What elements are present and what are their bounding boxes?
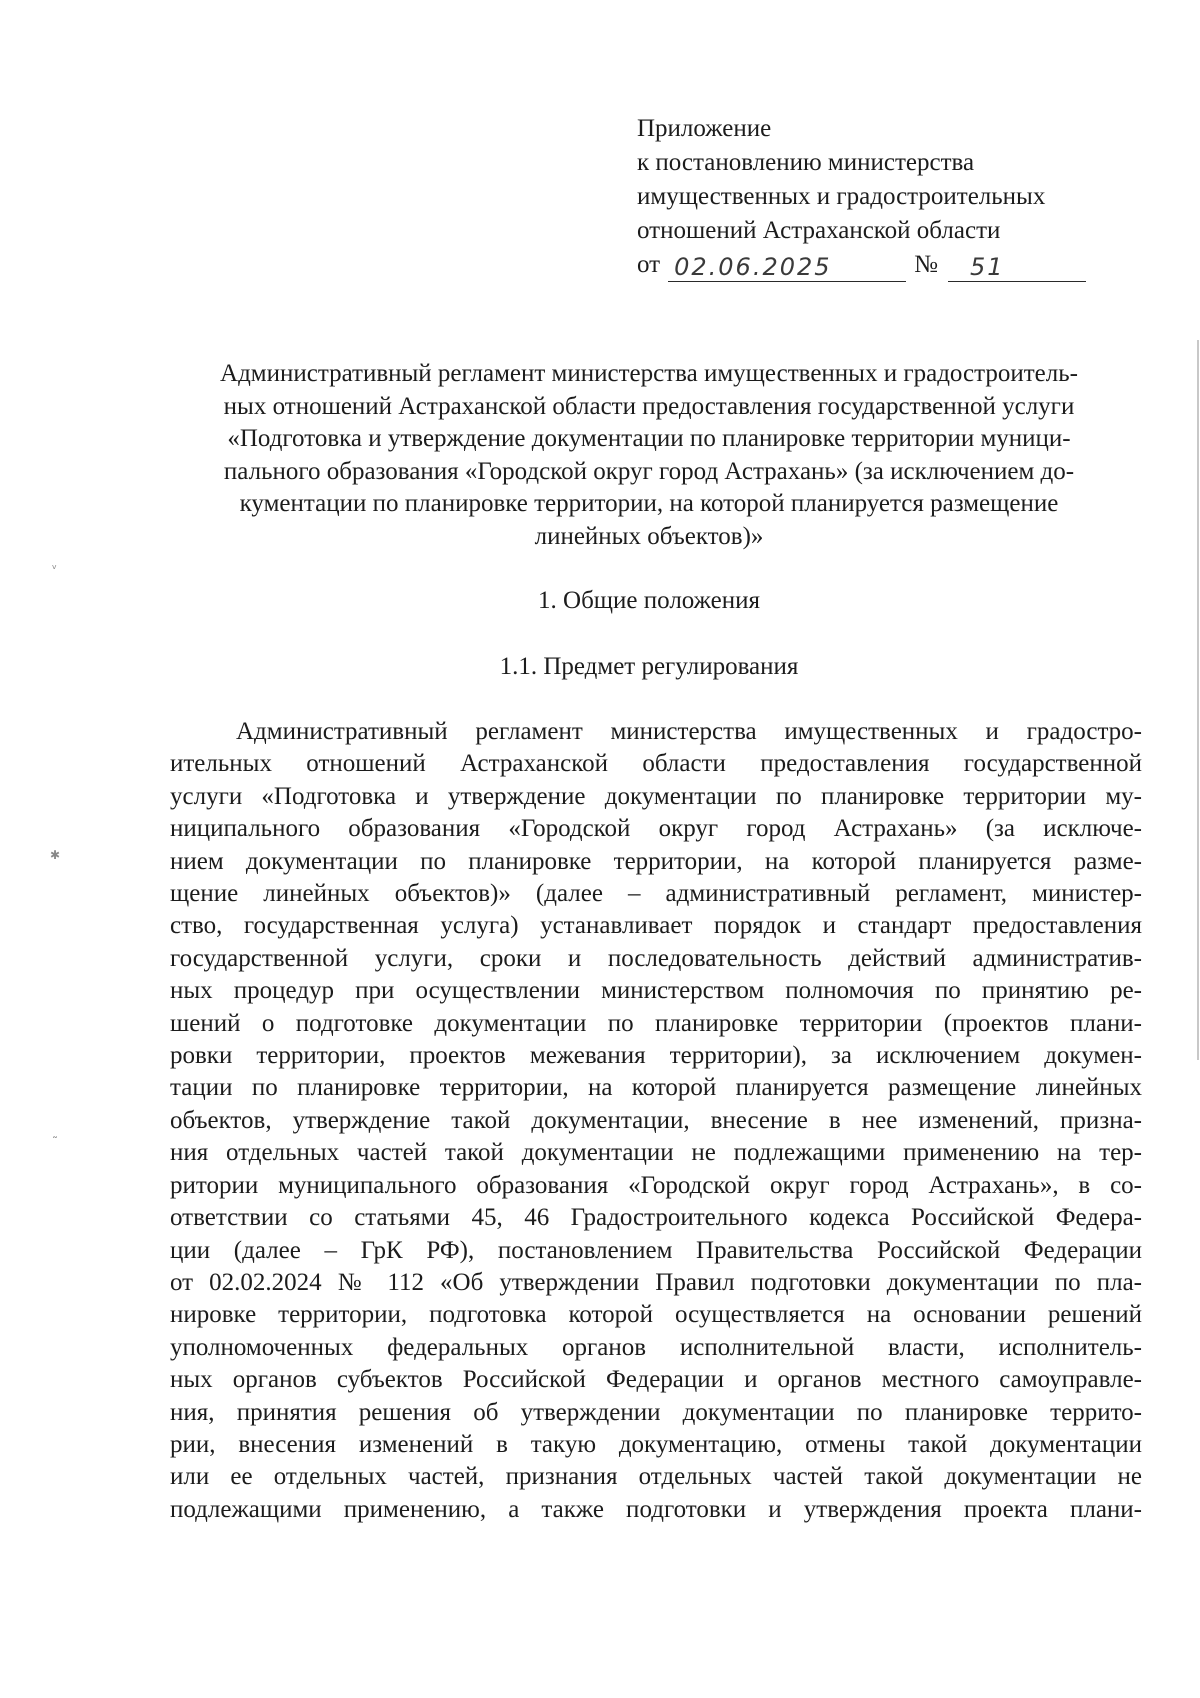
paragraph-line: или ее отдельных частей, признания отдельных частей такой документации не — [170, 1463, 1142, 1491]
paragraph-line: ции (далее – ГрК РФ), постановлением Правительства Российской Федерации — [170, 1236, 1142, 1264]
paragraph-line: ных процедур при осуществлении министерством полномочия по принятию ре- — [170, 977, 1142, 1005]
title-line: ных отношений Астраханской области предоставления государственной услуги — [223, 392, 1075, 420]
paragraph-line: нировке территории, подготовка которой осуществляется на основании решений — [170, 1301, 1142, 1329]
paragraph-line: ных органов субъектов Российской Федерации и органов местного самоуправле- — [170, 1366, 1142, 1394]
paragraph-line: Административный регламент министерства имущественных и градостро- — [236, 718, 1142, 745]
document-title — [160, 358, 1138, 553]
section-heading: 1. Общие положения — [538, 587, 760, 614]
appendix-line: к постановлению министерства — [637, 149, 975, 176]
paragraph-line: ниципального образования «Городской округ город Астрахань» (за исключе- — [170, 815, 1142, 843]
paragraph-line: ство, государственная услуга) устанавливает порядок и стандарт предоставления — [170, 912, 1142, 940]
number-sign: № — [914, 251, 938, 278]
title-line: пального образования «Городской округ город Астрахань» (за исключением до- — [223, 457, 1075, 485]
appendix-date-line — [637, 248, 1107, 282]
title-line: «Подготовка и утверждение документации по планировке территории муници- — [227, 425, 1071, 452]
paragraph-line: подлежащими применению, а также подготовки и утверждения проекта плани- — [170, 1495, 1142, 1523]
paragraph-line: тации по планировке территории, на которой планируется размещение линейных — [170, 1074, 1142, 1102]
paragraph-line: от 02.02.2024 № 112 «Об утверждении Правил подготовки документации по пла- — [170, 1268, 1142, 1296]
paragraph-line: нием документации по планировке территории, на которой планируется разме- — [170, 847, 1142, 875]
paragraph-line: ответствии со статьями 45, 46 Градостроительного кодекса Российской Федера- — [170, 1204, 1142, 1232]
paragraph-line: уполномоченных федеральных органов исполнительной власти, исполнитель- — [170, 1333, 1142, 1361]
title-line: кументации по планировке территории, на которой планируется размещение — [239, 490, 1059, 517]
paragraph-line: ния отдельных частей такой документации не подлежащими применению на тер- — [170, 1139, 1142, 1167]
appendix-block — [637, 112, 1107, 282]
handwritten-number: 51 — [948, 253, 1086, 282]
scan-speck: ˜ — [52, 1135, 58, 1149]
scan-speck: ᵥ — [52, 558, 58, 572]
paragraph-line: услуги «Подготовка и утверждение документации по планировке территории му- — [170, 782, 1142, 810]
paragraph-line: рии, внесения изменений в такую документацию, отмены такой документации — [170, 1430, 1142, 1458]
body-paragraph — [170, 716, 1142, 1526]
paragraph-line: ровки территории, проектов межевания территории), за исключением докумен- — [170, 1042, 1142, 1070]
appendix-line: Приложение — [637, 115, 772, 142]
paragraph-line: шений о подготовке документации по планировке территории (проектов плани- — [170, 1009, 1142, 1037]
appendix-line: имущественных и градостроительных — [637, 183, 1046, 210]
title-line: линейных объектов)» — [534, 522, 764, 550]
paragraph-line: государственной услуги, сроки и последовательность действий административ- — [170, 944, 1142, 972]
handwritten-date: 02.06.2025 — [668, 253, 906, 282]
scan-edge-line — [1197, 340, 1199, 1060]
title-line: Административный регламент министерства имущественных и градостроитель- — [220, 360, 1078, 387]
paragraph-line: объектов, утверждение такой документации, внесение в нее изменений, призна- — [170, 1106, 1142, 1134]
paragraph-line: щение линейных объектов)» (далее – административный регламент, министер- — [170, 880, 1142, 908]
paragraph-line: ритории муниципального образования «Городской округ город Астрахань», в со- — [170, 1171, 1142, 1199]
scan-speck: ✱ — [50, 848, 61, 862]
paragraph-line: ния, принятия решения об утверждении документации по планировке террито- — [170, 1398, 1142, 1426]
paragraph-line: ительных отношений Астраханской области предоставления государственной — [170, 750, 1142, 778]
section-subheading: 1.1. Предмет регулирования — [499, 653, 799, 680]
date-prefix: от — [637, 251, 661, 278]
appendix-line: отношений Астраханской области — [637, 217, 1001, 244]
